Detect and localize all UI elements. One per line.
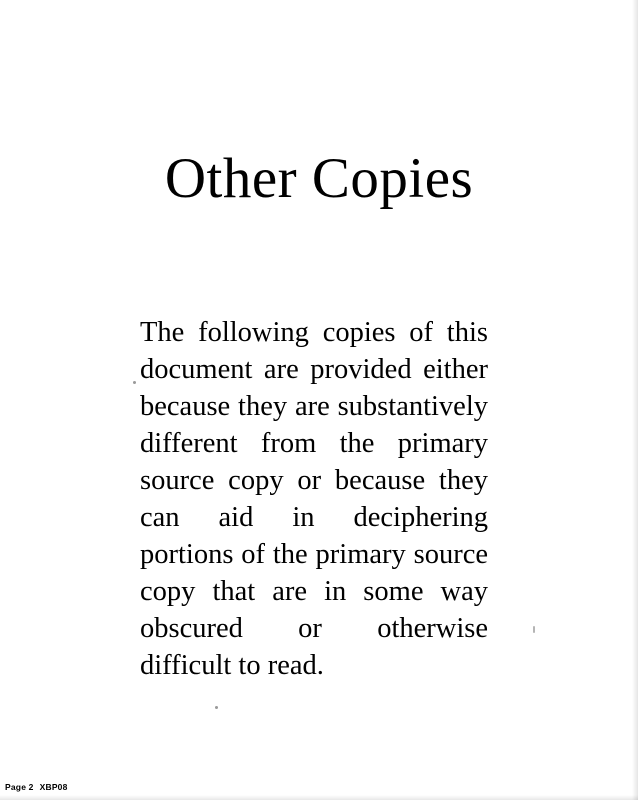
footer-identifier: XBP08 xyxy=(39,782,68,792)
body-paragraph: The following copies of this document are provided either because they are substantively different from the primary source copy or because they can aid in deciphering portions of the primary source copy that are in some way obscured or otherwise difficult to read. xyxy=(140,317,488,681)
scan-speck xyxy=(533,626,535,633)
scan-speck xyxy=(133,381,136,384)
scan-edge-bottom xyxy=(0,795,638,800)
footer-page-label: Page 2 xyxy=(5,782,34,792)
page-title: Other Copies xyxy=(164,147,474,211)
scan-edge-right xyxy=(632,0,638,800)
scan-speck xyxy=(215,706,218,709)
footer-stamp xyxy=(5,782,68,792)
body-text-block xyxy=(140,314,488,684)
